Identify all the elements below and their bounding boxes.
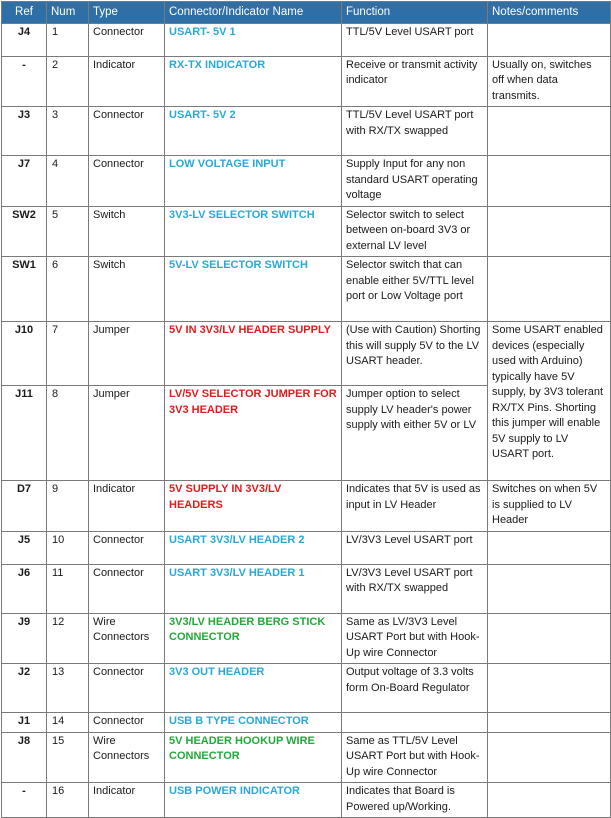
cell-ref: J4: [2, 23, 47, 56]
cell-ref: J8: [2, 732, 47, 783]
cell-name: LOW VOLTAGE INPUT: [165, 156, 342, 207]
cell-num: 12: [47, 613, 89, 664]
cell-function: TTL/5V Level USART port: [342, 23, 488, 56]
cell-function: LV/3V3 Level USART port: [342, 531, 488, 564]
cell-notes: Usually on, switches off when data transmits.: [488, 56, 611, 107]
cell-ref: J5: [2, 531, 47, 564]
cell-ref: J6: [2, 564, 47, 613]
cell-notes: [488, 23, 611, 56]
cell-ref: J11: [2, 386, 47, 481]
cell-name: USB POWER INDICATOR: [165, 783, 342, 818]
table-row: [2, 56, 611, 107]
cell-notes: [488, 531, 611, 564]
cell-notes: [488, 564, 611, 613]
cell-num: 1: [47, 23, 89, 56]
cell-ref: J3: [2, 107, 47, 156]
connector-table: [1, 1, 611, 818]
cell-name: USART- 5V 1: [165, 23, 342, 56]
cell-num: 13: [47, 664, 89, 713]
cell-num: 3: [47, 107, 89, 156]
header-type: Type: [89, 2, 165, 24]
cell-name: USART 3V3/LV HEADER 1: [165, 564, 342, 613]
cell-notes: [488, 613, 611, 664]
cell-num: 5: [47, 206, 89, 257]
cell-num: 6: [47, 257, 89, 322]
cell-function: (Use with Caution) Shorting this will supply 5V to the LV USART header.: [342, 322, 488, 386]
cell-function: LV/3V3 Level USART port with RX/TX swapped: [342, 564, 488, 613]
cell-name: 3V3 OUT HEADER: [165, 664, 342, 713]
cell-num: 9: [47, 481, 89, 532]
cell-name: 5V-LV SELECTOR SWITCH: [165, 257, 342, 322]
cell-ref: J9: [2, 613, 47, 664]
cell-function: TTL/5V Level USART port with RX/TX swapped: [342, 107, 488, 156]
header-row: [2, 2, 611, 24]
cell-function: Output voltage of 3.3 volts form On-Board Regulator: [342, 664, 488, 713]
cell-num: 11: [47, 564, 89, 613]
cell-num: 4: [47, 156, 89, 207]
cell-type: Switch: [89, 257, 165, 322]
cell-notes: [488, 664, 611, 713]
cell-type: Indicator: [89, 481, 165, 532]
cell-name: 5V SUPPLY IN 3V3/LV HEADERS: [165, 481, 342, 532]
cell-function: [342, 713, 488, 733]
cell-name: 5V IN 3V3/LV HEADER SUPPLY: [165, 322, 342, 386]
cell-notes: Some USART enabled devices (especially used with Arduino) typically have 5V supply, by 3V3 tolerant RX/TX Pins. Shorting this jumper will enable 5V supply to LV USART port.: [488, 322, 611, 481]
cell-name: USART 3V3/LV HEADER 2: [165, 531, 342, 564]
cell-name: LV/5V SELECTOR JUMPER FOR 3V3 HEADER: [165, 386, 342, 481]
cell-ref: -: [2, 783, 47, 818]
header-name: Connector/Indicator Name: [165, 2, 342, 24]
cell-ref: J7: [2, 156, 47, 207]
cell-name: RX-TX INDICATOR: [165, 56, 342, 107]
cell-ref: -: [2, 56, 47, 107]
header-notes: Notes/comments: [488, 2, 611, 24]
table-row: [2, 107, 611, 156]
table-row: [2, 783, 611, 818]
cell-type: Wire Connectors: [89, 732, 165, 783]
table-row: [2, 322, 611, 386]
cell-notes: [488, 732, 611, 783]
table-row: [2, 664, 611, 713]
table-row: [2, 713, 611, 733]
cell-type: Indicator: [89, 783, 165, 818]
cell-name: 3V3-LV SELECTOR SWITCH: [165, 206, 342, 257]
cell-function: Receive or transmit activity indicator: [342, 56, 488, 107]
cell-num: 16: [47, 783, 89, 818]
cell-name: 3V3/LV HEADER BERG STICK CONNECTOR: [165, 613, 342, 664]
cell-function: Jumper option to select supply LV header's power supply with either 5V or LV: [342, 386, 488, 481]
cell-type: Jumper: [89, 322, 165, 386]
table-row: [2, 564, 611, 613]
cell-function: Indicates that 5V is used as input in LV Header: [342, 481, 488, 532]
cell-name: USB B TYPE CONNECTOR: [165, 713, 342, 733]
table-row: [2, 206, 611, 257]
cell-num: 2: [47, 56, 89, 107]
cell-function: Selector switch to select between on-board 3V3 or external LV level: [342, 206, 488, 257]
cell-type: Connector: [89, 564, 165, 613]
table-row: [2, 732, 611, 783]
cell-ref: SW2: [2, 206, 47, 257]
cell-function: Supply Input for any non standard USART operating voltage: [342, 156, 488, 207]
cell-name: USART- 5V 2: [165, 107, 342, 156]
table-row: [2, 613, 611, 664]
header-function: Function: [342, 2, 488, 24]
cell-type: Connector: [89, 664, 165, 713]
cell-num: 14: [47, 713, 89, 733]
table-row: [2, 257, 611, 322]
cell-num: 10: [47, 531, 89, 564]
cell-ref: J2: [2, 664, 47, 713]
cell-notes: [488, 156, 611, 207]
table-row: [2, 481, 611, 532]
table-row: [2, 531, 611, 564]
cell-ref: J1: [2, 713, 47, 733]
cell-ref: SW1: [2, 257, 47, 322]
cell-type: Connector: [89, 107, 165, 156]
cell-notes: [488, 206, 611, 257]
cell-ref: D7: [2, 481, 47, 532]
cell-type: Jumper: [89, 386, 165, 481]
cell-type: Connector: [89, 713, 165, 733]
header-ref: Ref: [2, 2, 47, 24]
cell-type: Switch: [89, 206, 165, 257]
cell-notes: Switches on when 5V is supplied to LV Header: [488, 481, 611, 532]
table-row: [2, 156, 611, 207]
cell-function: Indicates that Board is Powered up/Working.: [342, 783, 488, 818]
cell-type: Connector: [89, 531, 165, 564]
table-row: [2, 23, 611, 56]
cell-ref: J10: [2, 322, 47, 386]
cell-function: Same as TTL/5V Level USART Port but with Hook-Up wire Connector: [342, 732, 488, 783]
cell-num: 8: [47, 386, 89, 481]
cell-num: 7: [47, 322, 89, 386]
cell-type: Connector: [89, 23, 165, 56]
cell-type: Indicator: [89, 56, 165, 107]
cell-notes: [488, 107, 611, 156]
cell-type: Connector: [89, 156, 165, 207]
cell-type: Wire Connectors: [89, 613, 165, 664]
cell-function: Selector switch that can enable either 5V/TTL level port or Low Voltage port: [342, 257, 488, 322]
cell-notes: [488, 257, 611, 322]
cell-function: Same as LV/3V3 Level USART Port but with Hook-Up wire Connector: [342, 613, 488, 664]
cell-num: 15: [47, 732, 89, 783]
header-num: Num: [47, 2, 89, 24]
cell-notes: [488, 713, 611, 733]
cell-notes: [488, 783, 611, 818]
cell-name: 5V HEADER HOOKUP WIRE CONNECTOR: [165, 732, 342, 783]
